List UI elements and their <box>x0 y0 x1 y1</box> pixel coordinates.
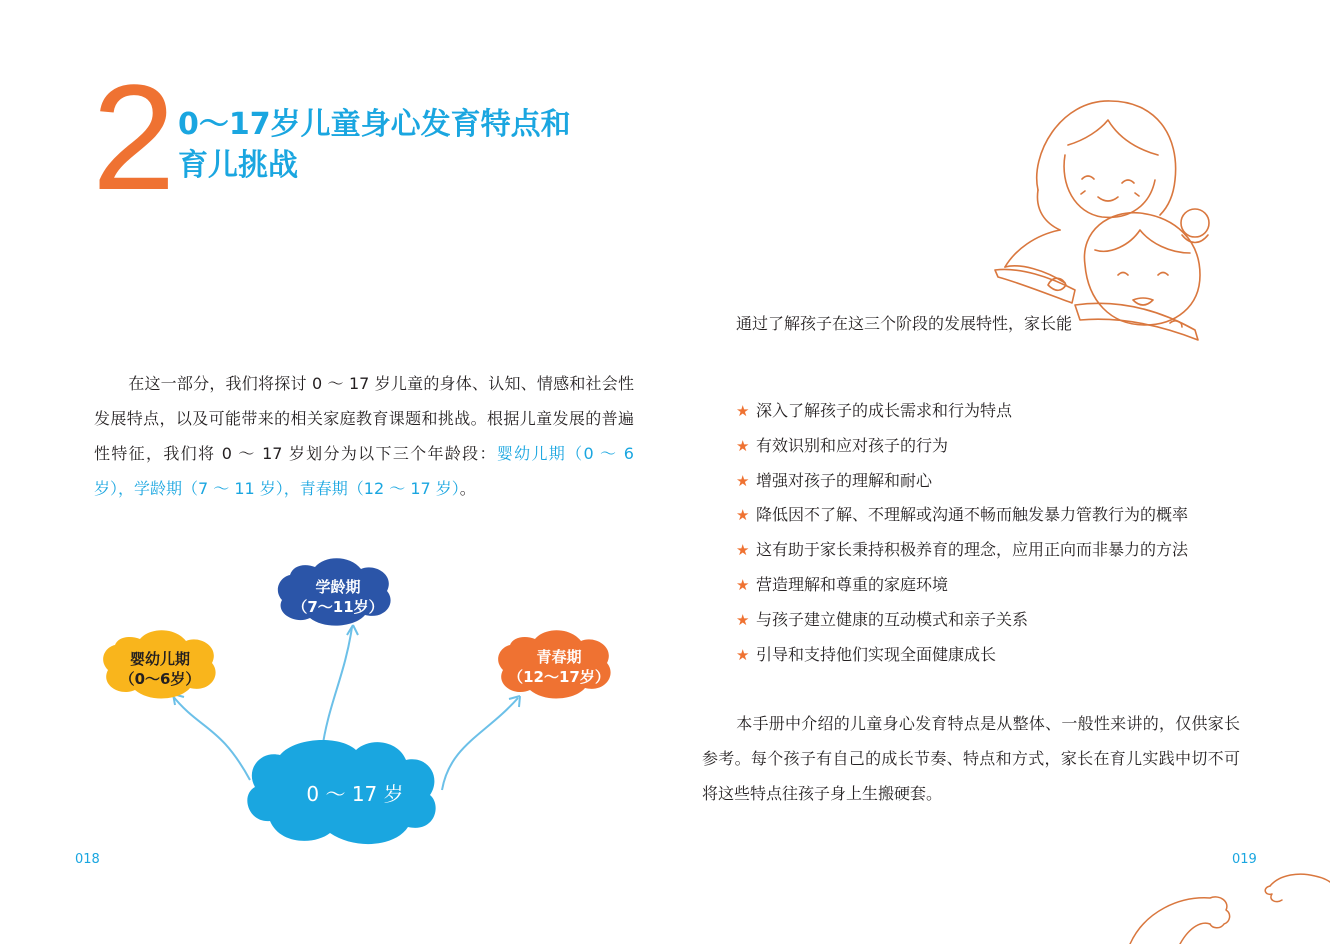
hands-doodle-decoration <box>1120 866 1330 944</box>
intro-paragraph-left <box>94 366 634 506</box>
intro-paragraph-end: 。 <box>459 479 476 498</box>
star-icon: ★ <box>736 506 750 525</box>
benefits-list <box>736 394 1296 672</box>
intro-paragraph-text: 在这一部分，我们将探讨 0 ～ 17 岁儿童的身体、认知、情感和社会性发展特点，以及可能带来的相关家庭教育课题和挑战。根据儿童发展的普遍性特征，我们将 0 ～ 17 岁划分为以下三个年龄段： <box>94 374 634 463</box>
infant-cloud-label <box>100 649 220 689</box>
chapter-number: 2 <box>92 53 172 221</box>
list-item <box>736 603 1296 638</box>
page-number-right: 019 <box>1232 852 1257 867</box>
list-item-text: 营造理解和尊重的家庭环境 <box>756 574 949 594</box>
teen-stage-range: （12～17岁） <box>508 668 610 686</box>
school-stage-name: 学龄期 <box>315 578 361 596</box>
arrow-to-infant <box>172 695 250 780</box>
list-item-text: 有效识别和应对孩子的行为 <box>756 435 949 455</box>
teen-cloud-label <box>494 647 624 687</box>
list-item <box>736 429 1296 464</box>
school-stage-range: （7～11岁） <box>292 598 384 616</box>
star-icon: ★ <box>736 471 750 490</box>
page-number-left: 018 <box>75 852 100 867</box>
list-item-text: 增强对孩子的理解和耐心 <box>756 470 933 490</box>
arrow-to-school <box>322 627 352 750</box>
infant-stage-range: （0～6岁） <box>119 670 201 688</box>
star-icon: ★ <box>736 575 750 594</box>
list-item <box>736 568 1296 603</box>
star-icon: ★ <box>736 541 750 560</box>
list-item <box>736 533 1296 568</box>
school-cloud-label <box>278 577 398 617</box>
infant-stage-name: 婴幼儿期 <box>129 650 190 668</box>
star-icon: ★ <box>736 610 750 629</box>
star-icon: ★ <box>736 645 750 664</box>
list-item <box>736 498 1296 533</box>
center-cloud-label: 0 ～ 17 岁 <box>306 782 404 806</box>
chapter-title-line-1: 0～17岁儿童身心发育特点和 <box>178 107 571 142</box>
disclaimer-paragraph <box>702 706 1240 811</box>
list-item-text: 降低因不了解、不理解或沟通不畅而触发暴力管教行为的概率 <box>756 505 1189 525</box>
list-item <box>736 394 1296 429</box>
list-item <box>736 638 1296 673</box>
benefits-intro <box>702 306 1082 341</box>
chapter-title-line-2: 育儿挑战 <box>178 148 298 183</box>
disclaimer-text: 本手册中介绍的儿童身心发育特点是从整体、一般性来讲的，仅供家长参考。每个孩子有自己的成长节奏、特点和方式，家长在育儿实践中切不可将这些特点往孩子身上生搬硬套。 <box>702 714 1240 803</box>
benefits-intro-text: 通过了解孩子在这三个阶段的发展特性，家长能 <box>736 314 1073 333</box>
list-item-text: 与孩子建立健康的互动模式和亲子关系 <box>756 609 1029 629</box>
arrow-to-teen <box>442 698 518 790</box>
list-item-text: 深入了解孩子的成长需求和行为特点 <box>756 401 1013 420</box>
age-stages-highlight: 婴幼儿期（0 ～ 6 岁），学龄期（7 ～ 11 岁），青春期（12 ～ 17 岁） <box>94 444 634 498</box>
list-item-text: 引导和支持他们实现全面健康成长 <box>756 644 997 664</box>
list-item-text: 这有助于家长秉持积极养育的理念，应用正向而非暴力的方法 <box>756 540 1189 560</box>
star-icon: ★ <box>736 402 750 420</box>
teen-stage-name: 青春期 <box>536 648 582 666</box>
star-icon: ★ <box>736 436 750 455</box>
list-item <box>736 464 1296 499</box>
